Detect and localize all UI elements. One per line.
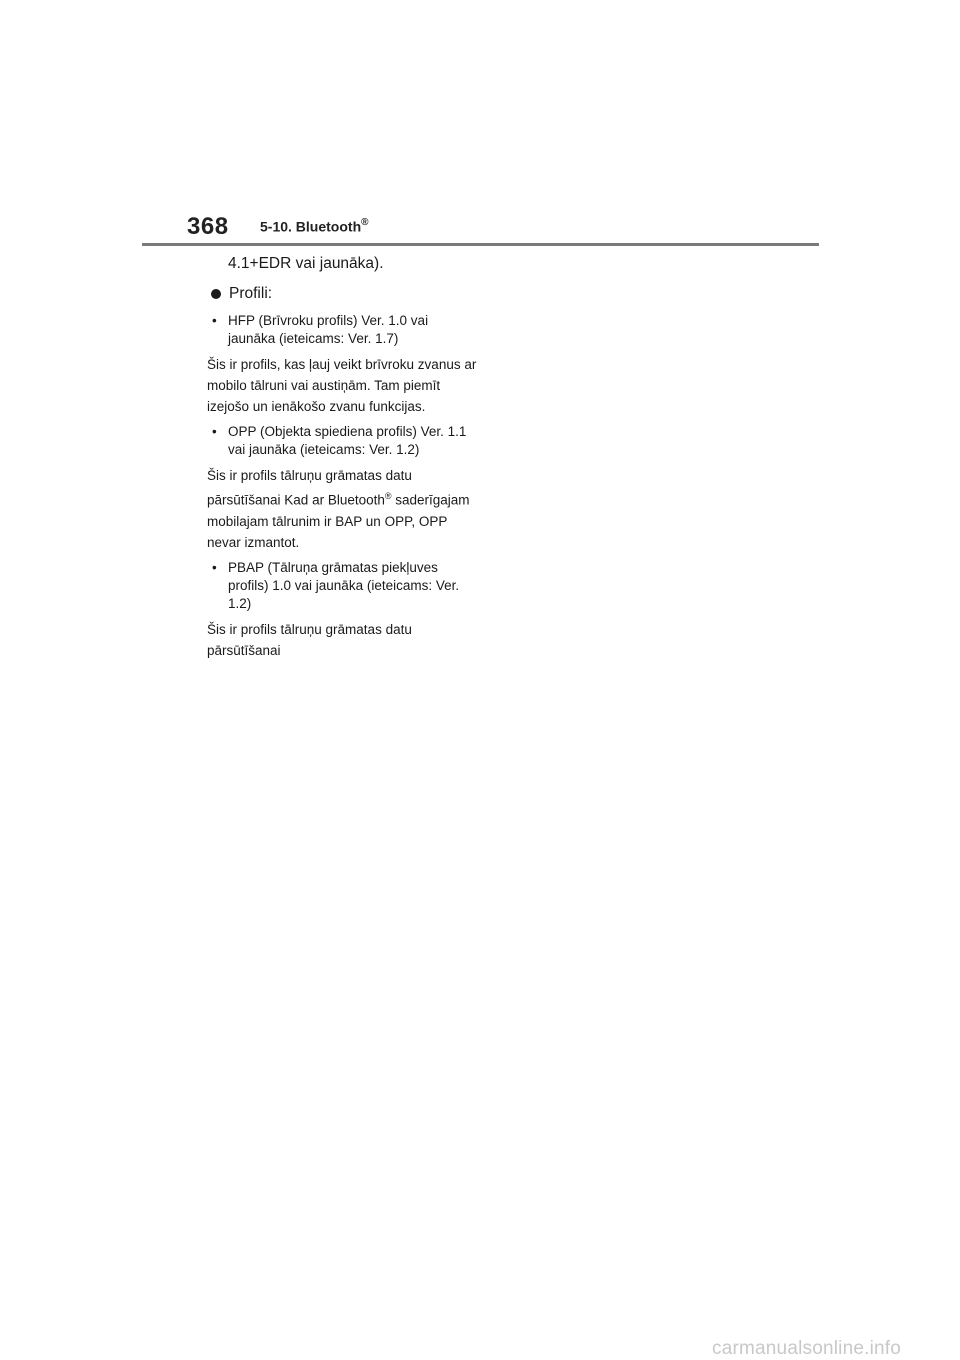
header-divider (142, 243, 819, 246)
pbap-description: Šis ir profils tālruņu grāmatas datu pārsūtīšanai (207, 621, 412, 658)
list-item-text: OPP (Objekta spiediena profils) Ver. 1.1 vai jaunāka (ieteicams: Ver. 1.2) (228, 424, 467, 457)
hfp-description: Šis ir profils, kas ļauj veikt brīvroku zvanus ar mobilo tālruni vai austiņām. Tam piemīt izejošo un ienākošo zvanu funkcijas. (207, 357, 477, 414)
profiles-heading-label: Profili: (229, 285, 273, 302)
opp-description-part1: Šis ir profils tālruņu grāmatas datu pārsūtīšanai Kad ar Bluetooth (207, 468, 412, 508)
list-item-hfp (207, 312, 477, 348)
watermark: carmanualsonline.info (712, 1338, 902, 1359)
main-content (207, 254, 477, 667)
continued-text: 4.1+EDR vai jaunāka). (228, 255, 384, 272)
bullet-dot-icon (211, 289, 221, 299)
bullet-marker: • (212, 559, 217, 575)
registered-mark: ® (384, 491, 392, 501)
page-number: 368 (187, 213, 229, 240)
section-title-text: 5-10. Bluetooth (260, 218, 362, 235)
list-item-opp (207, 423, 477, 459)
list-item-text: PBAP (Tālruņa grāmatas piekļuves profils) 1.0 vai jaunāka (ieteicams: Ver. 1.2) (228, 559, 460, 611)
opp-description (207, 465, 477, 553)
opp-description-part2: saderīgajam mobilajam tālrunim ir BAP un OPP, OPP nevar izmantot. (207, 492, 470, 550)
list-item-pbap (207, 559, 477, 613)
registered-mark: ® (361, 217, 369, 228)
section-title (260, 218, 369, 235)
list-item-text: HFP (Brīvroku profils) Ver. 1.0 vai jaunāka (ieteicams: Ver. 1.7) (228, 313, 429, 346)
profiles-heading (207, 284, 477, 304)
bullet-marker: • (212, 313, 217, 328)
bullet-marker: • (212, 424, 217, 439)
